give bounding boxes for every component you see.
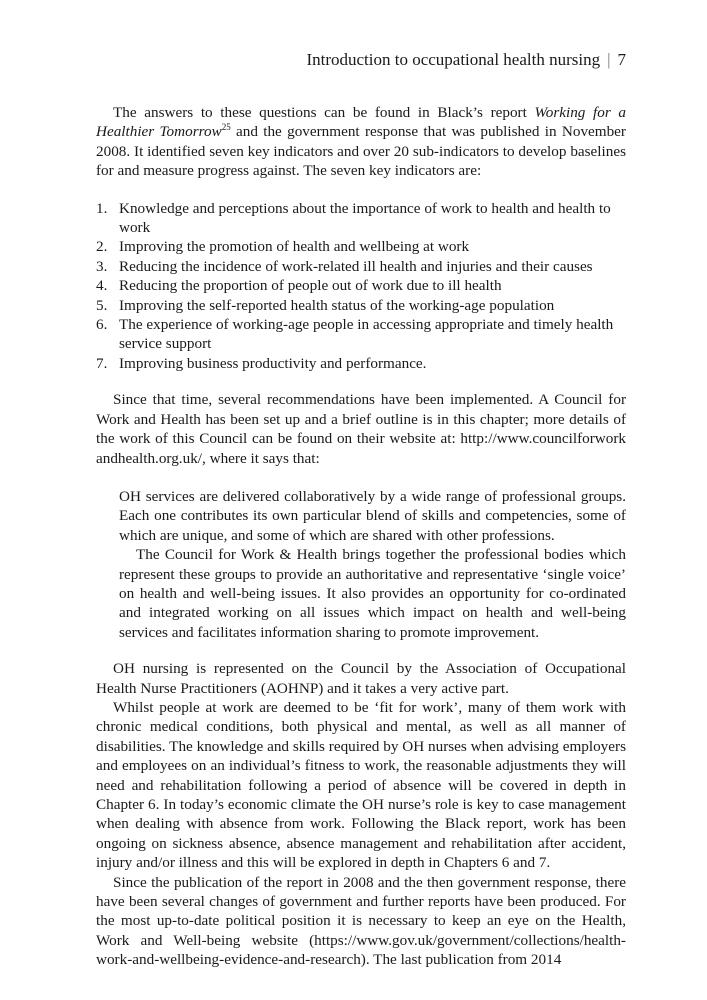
report-title: Working for a Healthier Tomorrow: [96, 104, 626, 141]
list-text: Reducing the incidence of work-related ill health and injuries and their causes: [119, 257, 593, 275]
chapter-title: Introduction to occupational health nursing: [306, 50, 601, 69]
list-item: [96, 276, 626, 295]
list-text: Improving the promotion of health and wellbeing at work: [119, 238, 470, 256]
list-number: 3.: [96, 257, 108, 275]
block-quote: [96, 487, 626, 642]
intro-paragraph: [96, 103, 626, 181]
list-item: [96, 237, 626, 256]
council-paragraph: Since that time, several recommendations have been implemented. A Council for Work and Health has been set up and a brief outline is in this chapter; more details of the work of this Council can be found on their website at: http://www.councilforwork andhealth.org.uk/, where it says that:: [96, 391, 626, 467]
footnote-marker: 25: [221, 122, 231, 133]
running-header: [306, 50, 626, 70]
list-text: Reducing the proportion of people out of work due to ill health: [119, 277, 502, 295]
quote-paragraph-1: OH services are delivered collaboratively by a wide range of professional groups. Each one contributes its own particular blend of skills and competencies, some of which are unique, and some of which are shared with other professions.: [119, 487, 626, 544]
publication-paragraph: Since the publication of the report in 2008 and the then government response, there have been several changes of government and further reports have been produced. For the most up-to-date political position it is necessary to keep an eye on the Health, Work and Well-being website (https://www.gov.uk/government/collections/health-work-and-wellbeing-evidence-and-research). The last publication from 2014: [96, 873, 626, 969]
body-text: [96, 103, 626, 970]
list-text: Knowledge and perceptions about the importance of work to health and health to work: [119, 199, 611, 237]
list-number: 6.: [96, 316, 108, 334]
list-item: [96, 354, 626, 373]
fit-for-work-paragraph: Whilst people at work are deemed to be ‘fit for work’, many of them work with chronic medical conditions, both physical and mental, as well as all manner of disabilities. The knowledge and skills required by OH nurses when advising employers and employees on an individual’s fitness to work, the reasonable adjustments they will need and rehabilitation following a period of absence will be covered in depth in Chapter 6. In today’s economic climate the OH nurse’s role is key to case management when dealing with absence from work. Following the Black report, work has been ongoing on sickness absence, absence management and rehabilitation after accident, injury and/or illness and this will be explored in depth in Chapters 6 and 7.: [96, 698, 626, 872]
list-text: Improving business productivity and performance.: [119, 354, 427, 372]
list-text: Improving the self-reported health status of the working-age population: [119, 296, 555, 314]
list-text: The experience of working-age people in accessing appropriate and timely health service support: [119, 316, 614, 353]
header-separator: |: [607, 50, 611, 69]
indicator-list: [96, 199, 626, 374]
aohnp-paragraph: OH nursing is represented on the Council by the Association of Occupational Health Nurse Practitioners (AOHNP) and it takes a very active part.: [96, 660, 626, 697]
list-number: 4.: [96, 277, 108, 295]
list-item: [96, 296, 626, 315]
list-number: 1.: [96, 199, 108, 217]
list-number: 2.: [96, 238, 108, 256]
page-number: 7: [617, 50, 626, 69]
list-item: [96, 315, 626, 354]
list-item: [96, 257, 626, 276]
list-item: [96, 199, 626, 238]
quote-paragraph-2: The Council for Work & Health brings together the professional bodies which represent these groups to provide an authoritative and representative ‘single voice’ on health and well-being issues. It also provides an opportunity for co-ordinated and integrated working on all issues which impact on health and well-being services and facilitates information sharing to promote improvement.: [119, 546, 626, 641]
list-number: 7.: [96, 354, 108, 372]
list-number: 5.: [96, 296, 108, 314]
intro-text-start: The answers to these questions can be found in Black’s report: [113, 104, 535, 121]
intro-text-end: and the government response that was published in November 2008. It identified seven key indicators and over 20 sub-indicators to develop baselines for and measure progress against. The seven key indicators are:: [96, 123, 626, 180]
